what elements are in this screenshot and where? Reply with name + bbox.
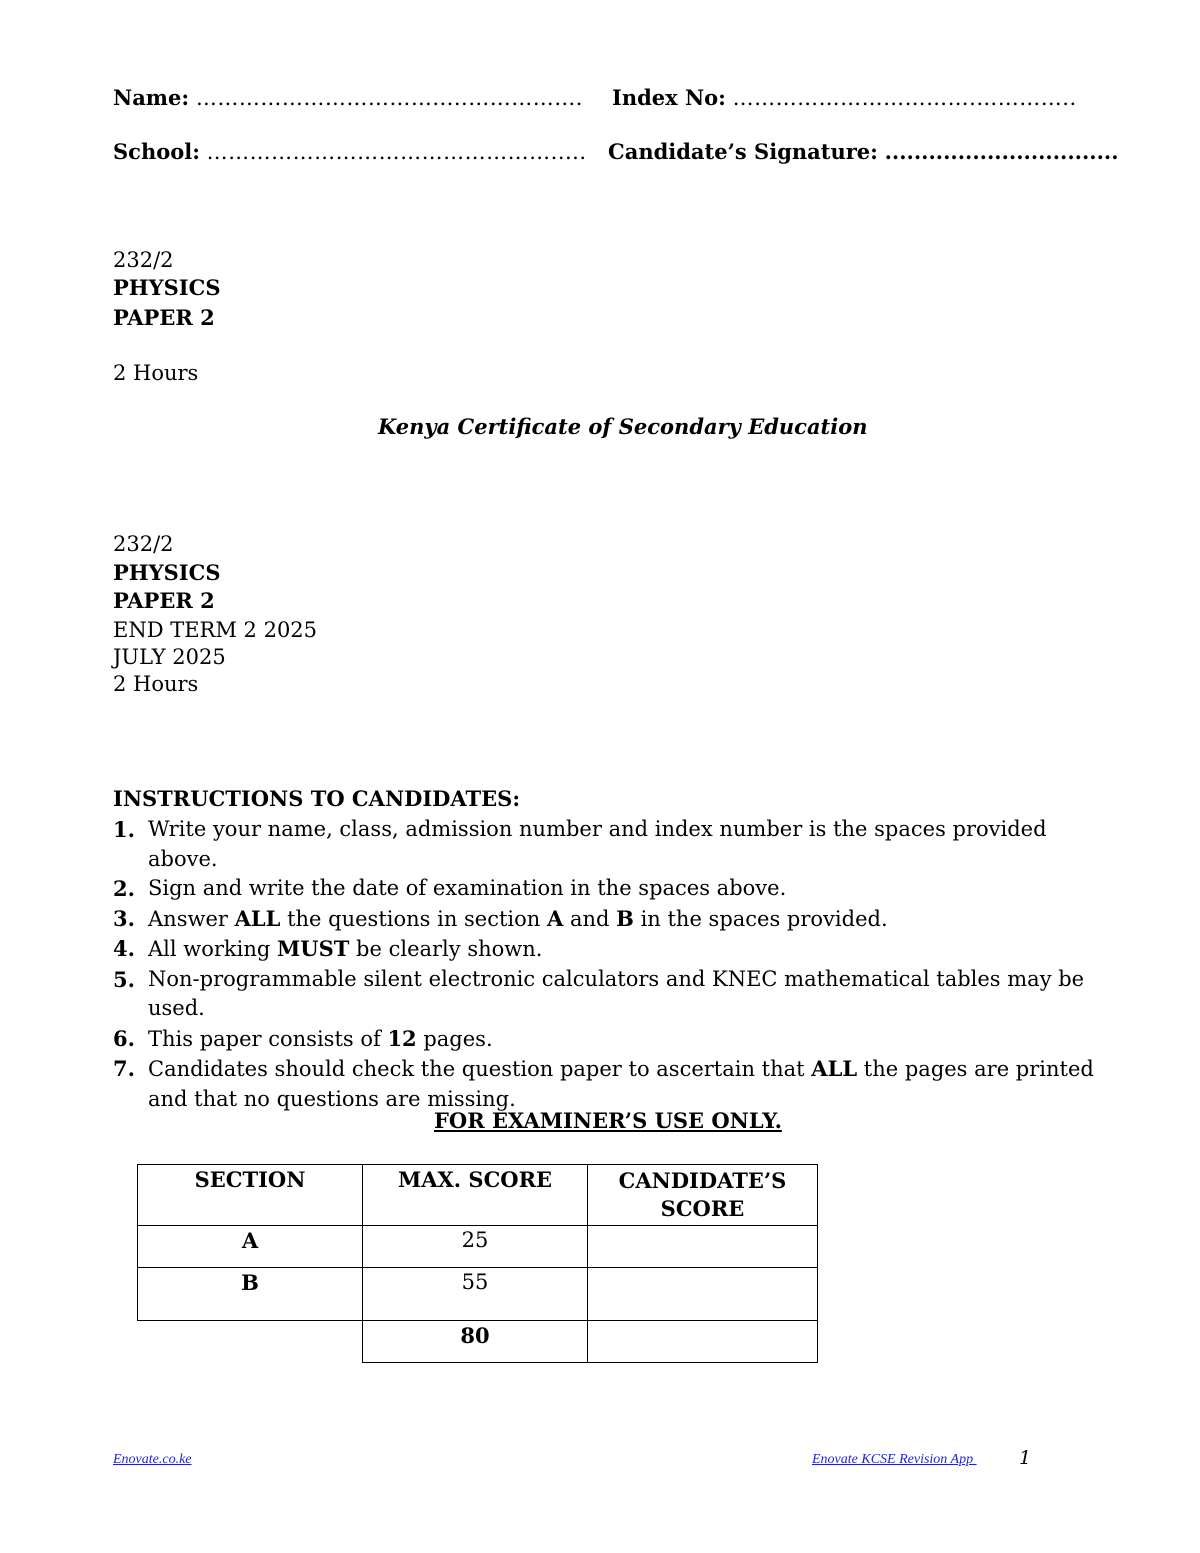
subject-name-2: PHYSICS bbox=[113, 560, 221, 585]
instruction-text: Write your name, class, admission number and index number is the spaces provided above. bbox=[148, 817, 1047, 871]
signature-field bbox=[608, 138, 1119, 166]
instruction-item bbox=[113, 904, 1103, 935]
score-table bbox=[137, 1164, 818, 1363]
instruction-list bbox=[113, 815, 1103, 1114]
instruction-emphasis: MUST bbox=[277, 936, 350, 961]
instruction-emphasis: ALL bbox=[234, 905, 281, 931]
duration: 2 Hours bbox=[113, 361, 199, 385]
signature-dots: ................................ bbox=[884, 139, 1119, 164]
instruction-text: be clearly shown. bbox=[349, 937, 543, 961]
header-candidate-score: CANDIDATE’S SCORE bbox=[588, 1165, 818, 1226]
footer-app-link[interactable]: Enovate KCSE Revision App bbox=[812, 1452, 977, 1467]
instruction-emphasis: A bbox=[547, 905, 564, 931]
name-field bbox=[113, 84, 583, 112]
instruction-number: 4. bbox=[113, 936, 135, 961]
instruction-number: 7. bbox=[113, 1056, 135, 1081]
instruction-text: Non-programmable silent electronic calculators and KNEC mathematical tables may be used. bbox=[148, 966, 1085, 1020]
header-section: SECTION bbox=[138, 1165, 363, 1226]
instruction-text: Candidates should check the question paper to ascertain that bbox=[148, 1057, 812, 1081]
max-score-cell: 55 bbox=[363, 1268, 588, 1321]
instruction-number: 2. bbox=[113, 876, 135, 901]
instruction-text: and bbox=[563, 906, 617, 931]
instruction-item bbox=[113, 1024, 1103, 1055]
name-label: Name: bbox=[113, 85, 190, 110]
examiner-title: FOR EXAMINER’S USE ONLY. bbox=[434, 1108, 782, 1133]
index-label: Index No: bbox=[612, 85, 726, 110]
section-cell: A bbox=[138, 1226, 363, 1268]
candidate-score-cell[interactable] bbox=[588, 1226, 818, 1268]
duration-2: 2 Hours bbox=[113, 672, 199, 696]
paper-code: 232/2 bbox=[113, 248, 174, 272]
instruction-text: This paper consists of bbox=[148, 1026, 388, 1051]
instruction-text: All working bbox=[148, 937, 278, 961]
paper-number: PAPER 2 bbox=[113, 305, 215, 330]
header-max-score: MAX. SCORE bbox=[363, 1165, 588, 1226]
subject-name: PHYSICS bbox=[113, 275, 221, 300]
max-score-cell: 25 bbox=[363, 1226, 588, 1268]
instruction-number: 5. bbox=[113, 966, 135, 992]
instruction-text: pages. bbox=[416, 1026, 493, 1051]
total-max-score: 80 bbox=[363, 1321, 588, 1363]
instruction-emphasis: ALL bbox=[811, 1056, 858, 1081]
paper-number-2: PAPER 2 bbox=[113, 588, 215, 613]
page-number: 1 bbox=[1019, 1447, 1032, 1469]
instruction-number: 1. bbox=[113, 817, 135, 842]
signature-label: Candidate’s Signature: bbox=[608, 139, 878, 164]
instruction-item bbox=[113, 934, 1103, 965]
instruction-item bbox=[113, 965, 1103, 1024]
school-label: School: bbox=[113, 139, 200, 164]
instruction-text: in the spaces provided. bbox=[633, 906, 888, 931]
table-total-row bbox=[138, 1321, 818, 1363]
table-header-row bbox=[138, 1165, 818, 1226]
exam-term: END TERM 2 2025 bbox=[113, 618, 318, 642]
index-field bbox=[612, 84, 1077, 112]
instruction-item bbox=[113, 1054, 1103, 1114]
instructions-heading: INSTRUCTIONS TO CANDIDATES: bbox=[113, 786, 521, 811]
candidate-score-cell[interactable] bbox=[588, 1268, 818, 1321]
instruction-emphasis: B bbox=[616, 905, 634, 931]
blank-cell bbox=[138, 1321, 363, 1363]
footer-website-link[interactable]: Enovate.co.ke bbox=[113, 1452, 192, 1467]
instruction-number: 6. bbox=[113, 1025, 135, 1051]
instruction-item bbox=[113, 874, 1103, 904]
table-row bbox=[138, 1268, 818, 1321]
instruction-item bbox=[113, 815, 1103, 874]
school-field bbox=[113, 138, 587, 166]
exam-title: Kenya Certificate of Secondary Education bbox=[378, 414, 868, 439]
paper-code-2: 232/2 bbox=[113, 532, 174, 556]
instruction-text: the pages are printed and that no questions are missing. bbox=[148, 1057, 1094, 1111]
table-row bbox=[138, 1226, 818, 1268]
index-dots: …………………………….………….. bbox=[732, 86, 1077, 110]
school-dots: …………………………………………..... bbox=[206, 140, 587, 164]
section-cell: B bbox=[138, 1268, 363, 1321]
instruction-text: the questions in section bbox=[280, 906, 547, 931]
instruction-text: Sign and write the date of examination in the spaces above. bbox=[148, 876, 787, 900]
name-dots: …………………………….....……………. bbox=[195, 86, 583, 110]
instruction-emphasis: 12 bbox=[387, 1025, 417, 1051]
exam-date: JULY 2025 bbox=[113, 645, 226, 669]
total-candidate-score[interactable] bbox=[588, 1321, 818, 1363]
instruction-number: 3. bbox=[113, 905, 135, 931]
instruction-text: Answer bbox=[148, 906, 235, 931]
